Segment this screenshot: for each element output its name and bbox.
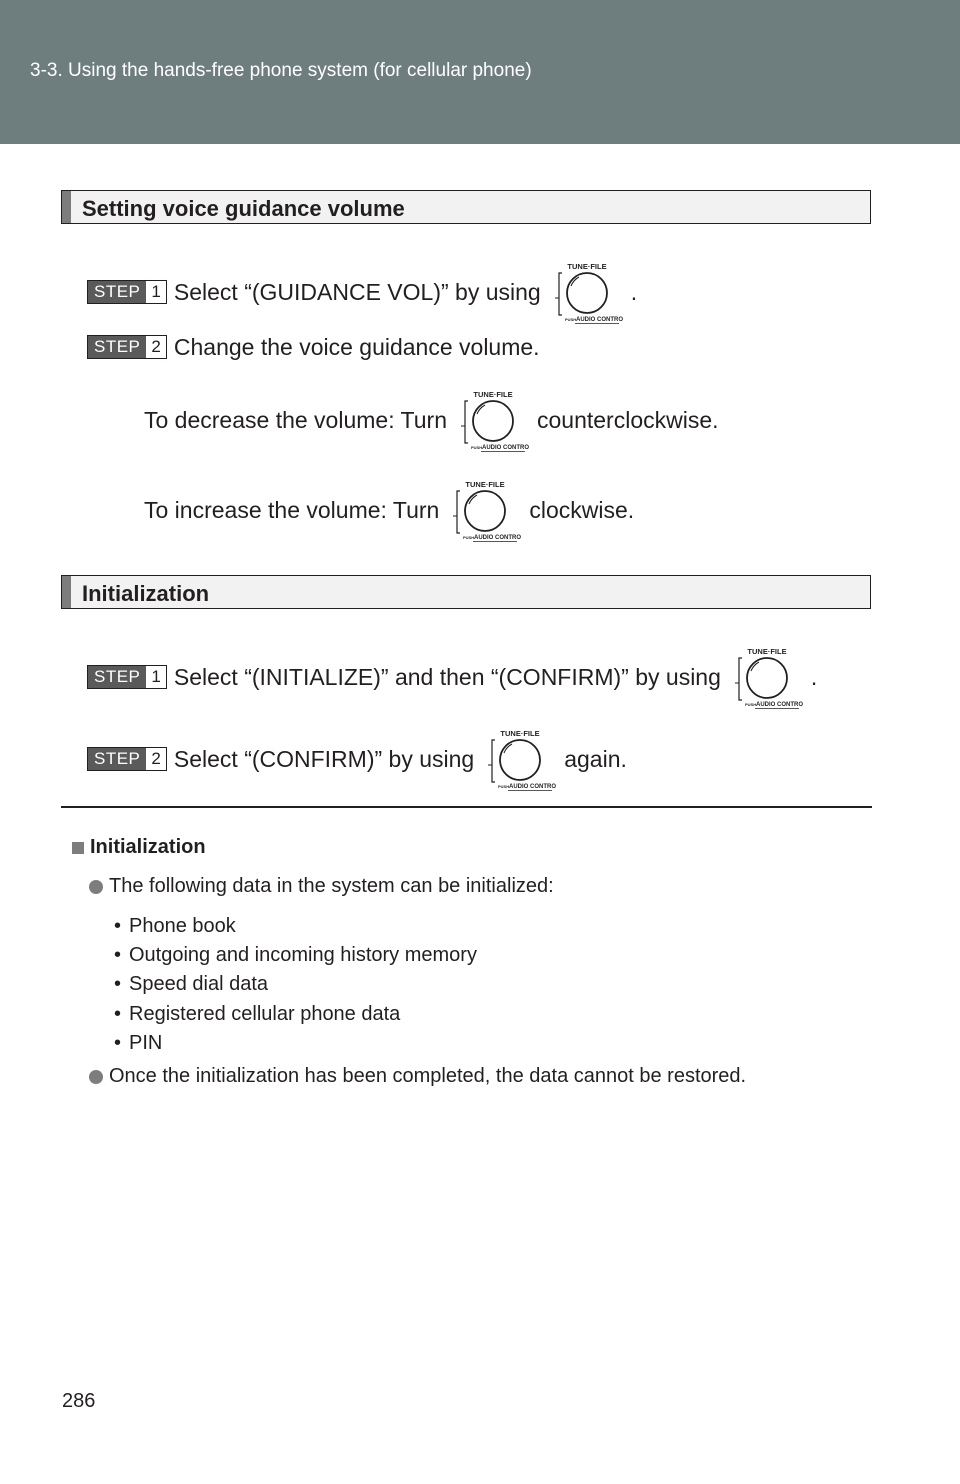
notes-heading: Initialization xyxy=(72,836,206,859)
section-title: Initialization xyxy=(82,581,210,606)
step-1-guidance: STEP 1 Select “(GUIDANCE VOL)” by using . xyxy=(87,272,637,312)
tune-file-knob-icon xyxy=(549,260,623,324)
tune-file-knob-icon xyxy=(455,388,529,452)
step-text: Select “(CONFIRM)” by using xyxy=(173,745,475,772)
step-2-confirm: STEP 2 Select “(CONFIRM)” by using again. xyxy=(87,739,627,779)
tune-file-knob-icon xyxy=(482,727,556,791)
note-bullet: The following data in the system can be initialized: xyxy=(89,875,554,898)
step-2-guidance xyxy=(87,327,540,367)
section-title: Setting voice guidance volume xyxy=(82,196,405,221)
square-bullet-icon xyxy=(72,842,84,854)
section-heading-initialization xyxy=(61,575,871,609)
tune-file-knob-icon xyxy=(447,478,521,542)
list-item: • Speed dial data xyxy=(114,970,477,999)
step-text: Change the voice guidance volume. xyxy=(173,333,540,360)
chapter-title: 3-3. Using the hands-free phone system (for cellular phone) xyxy=(30,60,532,81)
list-item: • Registered cellular phone data xyxy=(114,1000,477,1029)
page-number: 286 xyxy=(62,1390,96,1412)
note-bullet: Once the initialization has been completed, the data cannot be restored. xyxy=(89,1065,746,1088)
circle-bullet-icon xyxy=(89,880,103,894)
circle-bullet-icon xyxy=(89,1070,103,1084)
step-badge: STEP 2 xyxy=(87,747,167,771)
tune-file-knob-icon xyxy=(729,645,803,709)
decrease-volume-line: To decrease the volume: Turn counterclockwise. xyxy=(144,400,719,440)
step-text: Select “(INITIALIZE)” and then “(CONFIRM)” by using xyxy=(173,663,721,690)
section-heading-voice-guidance xyxy=(61,190,871,224)
step-badge: STEP 2 xyxy=(87,335,167,359)
page-header xyxy=(0,0,960,144)
divider xyxy=(61,806,872,808)
step-1-initialize: STEP 1 Select “(INITIALIZE)” and then “(CONFIRM)” by using . xyxy=(87,657,817,697)
list-item: • Outgoing and incoming history memory xyxy=(114,941,477,970)
step-badge: STEP 1 xyxy=(87,665,167,689)
increase-volume-line: To increase the volume: Turn clockwise. xyxy=(144,490,634,530)
step-text: Select “(GUIDANCE VOL)” by using xyxy=(173,278,541,305)
list-item: • Phone book xyxy=(114,912,477,941)
list-item: • PIN xyxy=(114,1029,477,1058)
initializable-data-list xyxy=(114,912,477,1058)
step-badge: STEP 1 xyxy=(87,280,167,304)
